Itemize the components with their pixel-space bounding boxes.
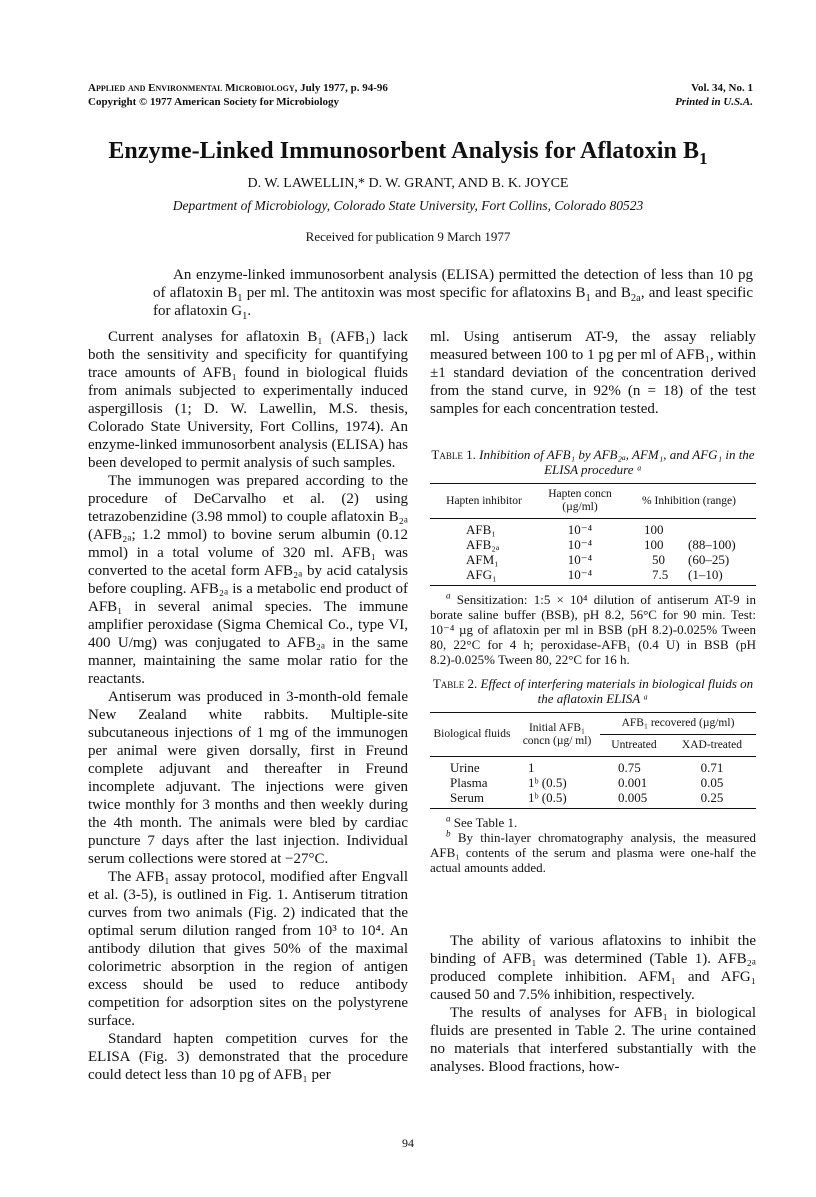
footnote-mark: b — [446, 828, 451, 839]
table-cell: Urine — [450, 760, 480, 775]
page-number: 94 — [402, 1136, 414, 1150]
body-paragraph: Current analyses for aflatoxin B₁ (AFB₁) lack both the sensitivity and specificity for quantifying trace amounts of AFB₁ found in biological fluids from animals subjected to experimentally induced aspergillosis (1; D. W. Lawellin, M.S. thesis, Colorado State University, Fort Collins, 1974). An enzyme-linked immunosorbent analysis (ELISA) has been developed to permit analysis of such samples. — [88, 329, 408, 471]
table-header: Biological fluids — [430, 713, 514, 757]
right-column-bottom — [430, 932, 756, 1076]
table-row — [430, 757, 756, 776]
issue-date-pages: , July 1977, p. 94-96 — [294, 82, 388, 94]
table-2 — [430, 676, 756, 875]
table-row — [430, 537, 756, 552]
table-cell: AFB₂ₐ — [466, 537, 500, 552]
table-2-footnote-a — [430, 815, 756, 830]
affiliation: Department of Microbiology, Colorado State University, Fort Collins, Colorado 80523 — [172, 198, 644, 213]
journal-name: Applied and Environmental Microbiology — [88, 82, 295, 94]
footnote-text: Sensitization: 1:5 × 10⁴ dilution of antiserum AT-9 in borate saline buffer (BSB), pH 8.2, 56°C for 90 min. Test: 10⁻⁴ µg of aflatoxin per ml in BSB (pH 8.2)-0.025% Tween 80, 22°C for 4 h; peroxidase-AFB₁ (0.4 U) in BSB (pH 8.2)-0.025% Tween 80, 22°C for 16 h. — [430, 592, 756, 667]
abstract-part: per ml. The antitoxin was most specific for aflatoxins B — [242, 285, 586, 301]
body-paragraph: Antiserum was produced in 3-month-old female New Zealand white rabbits. Multiple-site subcutaneous injections of 1 mg of the immunogen per animal were given dorsally, first in Freund complete adjuvant and thereafter in Freund incomplete adjuvant. The injections were given twice monthly for 3 months and then weekly during the 4th month. The animals were bled by cardiac puncture 7 days after the last injection. Individual serum collections were stored at −27°C. — [88, 689, 408, 867]
table-cell: 0.71 — [700, 760, 724, 775]
table-header: Hapten concn (µg/ml) — [538, 484, 622, 519]
copyright-line: Copyright © 1977 American Society for Microbiology — [88, 96, 340, 108]
body-paragraph: Standard hapten competition curves for the ELISA (Fig. 3) demonstrated that the procedure could detect less than 10 pg of AFB₁ per — [88, 1031, 408, 1083]
table-row — [430, 775, 756, 790]
table-caption-text: Effect of interfering materials in biological fluids on the aflatoxin ELISA ᵃ — [480, 676, 754, 706]
table-2-grid — [430, 712, 756, 809]
table-cell: 0.25 — [700, 790, 724, 805]
table-cell: 10⁻⁴ — [567, 522, 593, 537]
table-header: Hapten inhibitor — [430, 484, 538, 519]
table-cell: 10⁻⁴ — [567, 537, 593, 552]
volume-issue: Vol. 34, No. 1 — [691, 82, 753, 94]
body-paragraph: The ability of various aflatoxins to inhibit the binding of AFB₁ was determined (Table 1). AFB₂ₐ produced complete inhibition. AFM₁ and AFG₁ caused 50 and 7.5% inhibition, respectively. — [430, 933, 756, 1003]
table-cell: 1 — [528, 760, 535, 775]
table-cell: (1–10) — [687, 567, 723, 582]
abstract-part: and B — [590, 285, 631, 301]
abstract: An enzyme-linked immunosorbent analysis (ELISA) permitted the detection of less than 10 pg of aflatoxin $B_1$ per ml. The antitoxin was most specific for aflatoxins $B_1$ and $B_{2a}$, and least specific for aflatoxin $G_1$. — [153, 267, 753, 322]
table-cell: (88–100) — [687, 537, 736, 552]
table-1-caption — [430, 447, 756, 477]
table-cell: 0.75 — [618, 760, 641, 775]
table-header: XAD-treated — [668, 735, 756, 757]
table-cell: Plasma — [450, 775, 488, 790]
body-paragraph: The AFB₁ assay protocol, modified after Engvall et al. (3-5), is outlined in Fig. 1. Antiserum titration curves from two animals (Fig. 2) indicated that the optimal serum dilution ranged from 10³ to 10⁴. An antibody dilution that gives 50% of the maximal colorimetric absorption in the region of antigen excess should be used to reduce antibody competition for adsorption sites on the polystyrene surface. — [88, 869, 408, 1029]
table-row — [430, 552, 756, 567]
table-header: Untreated — [600, 735, 668, 757]
table-header: AFB₁ recovered (µg/ml) — [600, 713, 756, 735]
received-date: Received for publication 9 March 1977 — [305, 229, 511, 244]
footnote-mark: a — [446, 813, 451, 824]
table-cell: 1ᵇ (0.5) — [528, 775, 567, 790]
table-row — [430, 790, 756, 809]
table-cell: 0.005 — [618, 790, 648, 805]
footnote-text: By thin-layer chromatography analysis, the measured AFB₁ contents of the serum and plasma were one-half the actual amounts added. — [430, 830, 756, 875]
table-label: Table 1. — [431, 447, 476, 462]
table-cell: 1ᵇ (0.5) — [528, 790, 567, 805]
table-2-caption — [430, 676, 756, 706]
table-cell: 0.05 — [700, 775, 724, 790]
abstract-part: , and least specific for aflatoxin G — [153, 285, 753, 319]
left-column — [88, 328, 408, 1084]
table-cell: AFM₁ — [466, 552, 499, 567]
table-cell: AFB₁ — [466, 522, 496, 537]
table-cell: AFG₁ — [466, 567, 497, 582]
table-row — [430, 567, 756, 586]
table-cell: Serum — [450, 790, 484, 805]
title-text: Enzyme-Linked Immunosorbent Analysis for Aflatoxin B — [108, 138, 700, 164]
table-label: Table 2. — [432, 676, 478, 691]
article-title — [0, 138, 816, 168]
table-row — [430, 519, 756, 538]
body-paragraph: The immunogen was prepared according to the procedure of DeCarvalho et al. (2) using tetrazobenzidine (3.98 mmol) to couple aflatoxin B₂ₐ (AFB₂ₐ; 1.2 mmol) to bovine serum albumin (0.12 mmol) in a total volume of 320 ml. AFB₁ was converted to the acetal form AFB₂ₐ by acid catalysis before coupling. AFB₂ₐ is a metabolic end product of AFB₁ in several animal species. The immune amplifier peroxidase (Sigma Chemical Co., type VI, 400 U/mg) was conjugated to AFB₂ₐ in the same manner, maintaining the same molar ratio for the reactants. — [88, 473, 408, 687]
right-column-top — [430, 328, 756, 418]
table-cell: 0.001 — [618, 775, 648, 790]
table-1-grid — [430, 483, 756, 586]
abstract-part: An enzyme-linked immunosorbent analysis (ELISA) permitted the detection of less than 10 pg of aflatoxin B — [153, 267, 753, 301]
table-2-footnote-b — [430, 830, 756, 875]
running-header-right — [675, 81, 753, 109]
body-paragraph: ml. Using antiserum AT-9, the assay reliably measured between 100 to 1 pg per ml of AFB₁, within ±1 standard deviation of the concentration derived from the stand curve, in 92% (n = 18) of the test samples for each concentration tested. — [430, 329, 756, 417]
table-1-footnote — [430, 592, 756, 667]
table-header: % Inhibition (range) — [622, 484, 756, 519]
table-1 — [430, 447, 756, 667]
body-paragraph: The results of analyses for AFB₁ in biological fluids are presented in Table 2. The urine contained no materials that interfered substantially with the analyses. Blood fractions, how- — [430, 1005, 756, 1075]
table-cell — [686, 519, 756, 538]
table-cell: 7.5 — [651, 567, 669, 582]
title-subscript: 1 — [699, 148, 708, 168]
table-cell: 50 — [651, 552, 665, 567]
table-caption-text: Inhibition of AFB₁ by AFB₂ₐ, AFM₁, and AFG₁ in the ELISA procedure ᵃ — [479, 447, 755, 477]
running-header-left — [88, 81, 388, 109]
table-cell: 100 — [643, 537, 664, 552]
table-cell: (60–25) — [687, 552, 730, 567]
footnote-text: See Table 1. — [450, 815, 518, 830]
table-cell: 100 — [643, 522, 664, 537]
author-list: D. W. LAWELLIN,* D. W. GRANT, AND B. K. JOYCE — [247, 176, 569, 191]
printed-in: Printed in U.S.A. — [675, 96, 753, 108]
footnote-mark: a — [446, 590, 451, 601]
table-cell: 10⁻⁴ — [567, 552, 593, 567]
table-header: Initial AFB₁ concn (µg/ ml) — [514, 713, 600, 757]
table-cell: 10⁻⁴ — [567, 567, 593, 582]
abstract-part: . — [247, 303, 252, 319]
